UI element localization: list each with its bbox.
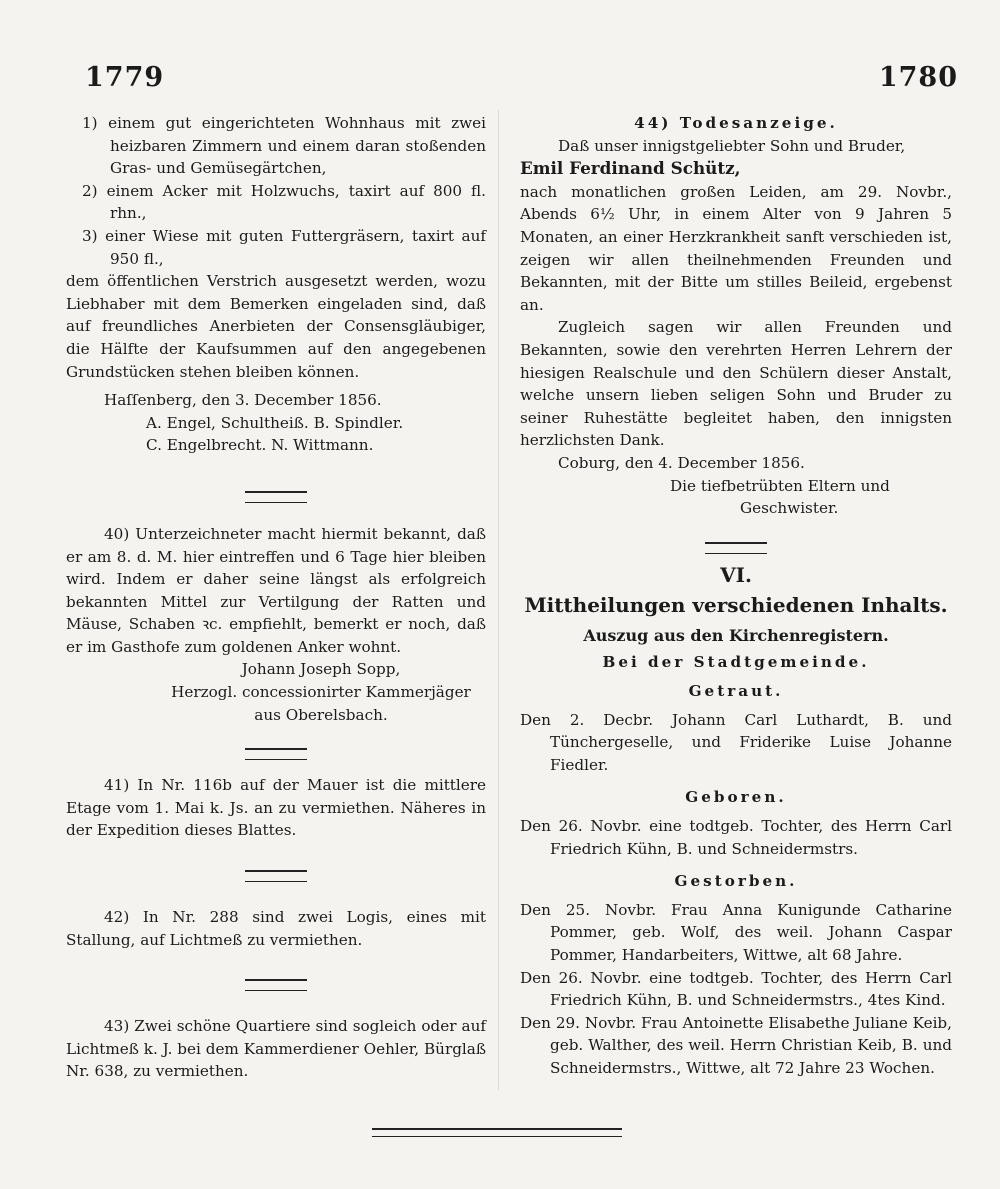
ad-40-signature-name: Johann Joseph Sopp, bbox=[241, 660, 401, 679]
ad-44-place-date: Coburg, den 4. December 1856. bbox=[558, 453, 805, 472]
ad-40-text: 40) Unterzeichneter macht hiermit bekannt, daß er am 8. d. M. hier eintreffen und 6 Tage hier bleiben wird. Indem er daher seine längst als erfolgreich bekannten Mittel zur Vertilgung der Ratten und Mäuse, Schaben ꝛc. empfiehlt, bemerkt er noch, daß er im Gasthofe zum goldenen Anker wohnt. bbox=[66, 524, 486, 656]
left-column bbox=[66, 112, 486, 1083]
separator-rule bbox=[245, 870, 307, 882]
section-title: Mittheilungen verschiedenen Inhalts. bbox=[524, 593, 948, 618]
ad-44-title: 44) Todesanzeige. bbox=[634, 114, 838, 132]
ad-43-text: 43) Zwei schöne Quartiere sind sogleich oder auf Lichtmeß k. J. bei dem Kammerdiener Oehler, Bürglaß Nr. 638, zu vermiethen. bbox=[66, 1017, 486, 1081]
ad-41-text: 41) In Nr. 116b auf der Mauer ist die mittlere Etage vom 1. Mai k. Js. an zu vermiethen. Näheres in der Expedition dieses Blattes. bbox=[66, 776, 486, 840]
property-item-1: 1) einem gut eingerichteten Wohnhaus mit zwei heizbaren Zimmern und einem daran stoßenden Gras- und Gemüsegärtchen, bbox=[82, 114, 486, 178]
born-entry: Den 26. Novbr. eine todtgeb. Tochter, des Herrn Carl Friedrich Kühn, B. und Schneidermstrs. bbox=[520, 817, 952, 858]
died-entry: Den 29. Novbr. Frau Antoinette Elisabethe Juliane Keib, geb. Walther, des weil. Herrn Christian Keib, B. und Schneidermstrs., Wittwe, alt 72 Jahre 23 Wochen. bbox=[520, 1013, 952, 1077]
page-number-right: 1780 bbox=[878, 62, 958, 93]
separator-rule bbox=[245, 491, 307, 503]
auction-place-date: Haſſenberg, den 3. December 1856. bbox=[104, 391, 382, 410]
property-item-2: 2) einem Acker mit Holzwuchs, taxirt auf 800 fl. rhn., bbox=[82, 181, 486, 223]
page-number-left: 1779 bbox=[85, 62, 165, 93]
ad-44-signature-2: Geschwister. bbox=[740, 499, 839, 518]
died-entry: Den 25. Novbr. Frau Anna Kunigunde Catharine Pommer, geb. Wolf, des weil. Johann Caspar Pommer, Handarbeiters, Wittwe, alt 68 Jahre. bbox=[520, 900, 952, 964]
register-subtitle: Auszug aus den Kirchenregistern. bbox=[583, 625, 889, 645]
died-entry: Den 26. Novbr. eine todtgeb. Tochter, des Herrn Carl Friedrich Kühn, B. und Schneidermstrs., 4tes Kind. bbox=[520, 968, 952, 1010]
ad-44-body: nach monatlichen großen Leiden, am 29. Novbr., Abends 6½ Uhr, in einem Alter von 9 Jahren 5 Monaten, an einer Herzkrankheit sanft verschieden ist, zeigen wir allen theilnehmenden Freunden und Bekannten, mit der Bitte um stilles Beileid, ergebenst an. bbox=[520, 182, 952, 314]
separator-rule bbox=[245, 979, 307, 991]
column-gutter bbox=[498, 110, 499, 1090]
separator-rule bbox=[245, 748, 307, 760]
ad-40-signature-place: aus Oberelsbach. bbox=[254, 705, 388, 724]
section-number: VI. bbox=[720, 562, 752, 587]
auction-signatures-2: C. Engelbrecht. N. Wittmann. bbox=[146, 436, 374, 455]
auction-signatures-1: A. Engel, Schultheiß. B. Spindler. bbox=[146, 413, 404, 432]
bottom-rule bbox=[372, 1128, 622, 1137]
auction-paragraph: dem öffentlichen Verstrich ausgesetzt werden, wozu Liebhaber mit dem Bemerken eingeladen sind, daß auf freundliches Anerbieten der Consensgläubiger, die Hälfte der Kaufsummen auf den angegebenen Grundstücken stehen bleiben können. bbox=[66, 272, 486, 381]
married-heading: Getraut. bbox=[688, 682, 784, 701]
ad-44-intro: Daß unser innigstgeliebter Sohn und Bruder, bbox=[558, 136, 906, 155]
deceased-name: Emil Ferdinand Schütz, bbox=[520, 158, 741, 179]
ad-44-signature-1: Die tiefbetrübten Eltern und bbox=[670, 476, 890, 495]
ad-44-thanks: Zugleich sagen wir allen Freunden und Bekannten, sowie den verehrten Herren Lehrern der hiesigen Realschule und den Schülern dieser Anstalt, welche unsern lieben seligen Sohn und Bruder zu seiner Ruhestätte begleitet haben, den innigsten herzlichsten Dank. bbox=[520, 318, 952, 450]
ad-42-text: 42) In Nr. 288 sind zwei Logis, eines mit Stallung, auf Lichtmeß zu vermiethen. bbox=[66, 908, 486, 949]
right-column bbox=[520, 112, 952, 1080]
ad-40-signature-title: Herzogl. concessionirter Kammerjäger bbox=[171, 683, 471, 702]
born-heading: Geboren. bbox=[685, 788, 787, 807]
congregation-heading: Bei der Stadtgemeinde. bbox=[602, 653, 870, 672]
property-item-3: 3) einer Wiese mit guten Futtergräsern, taxirt auf 950 fl., bbox=[82, 226, 486, 268]
separator-rule bbox=[705, 542, 767, 554]
died-heading: Gestorben. bbox=[674, 872, 798, 891]
married-entry: Den 2. Decbr. Johann Carl Luthardt, B. und Tünchergeselle, und Friderike Luise Johanne Fiedler. bbox=[520, 710, 952, 774]
